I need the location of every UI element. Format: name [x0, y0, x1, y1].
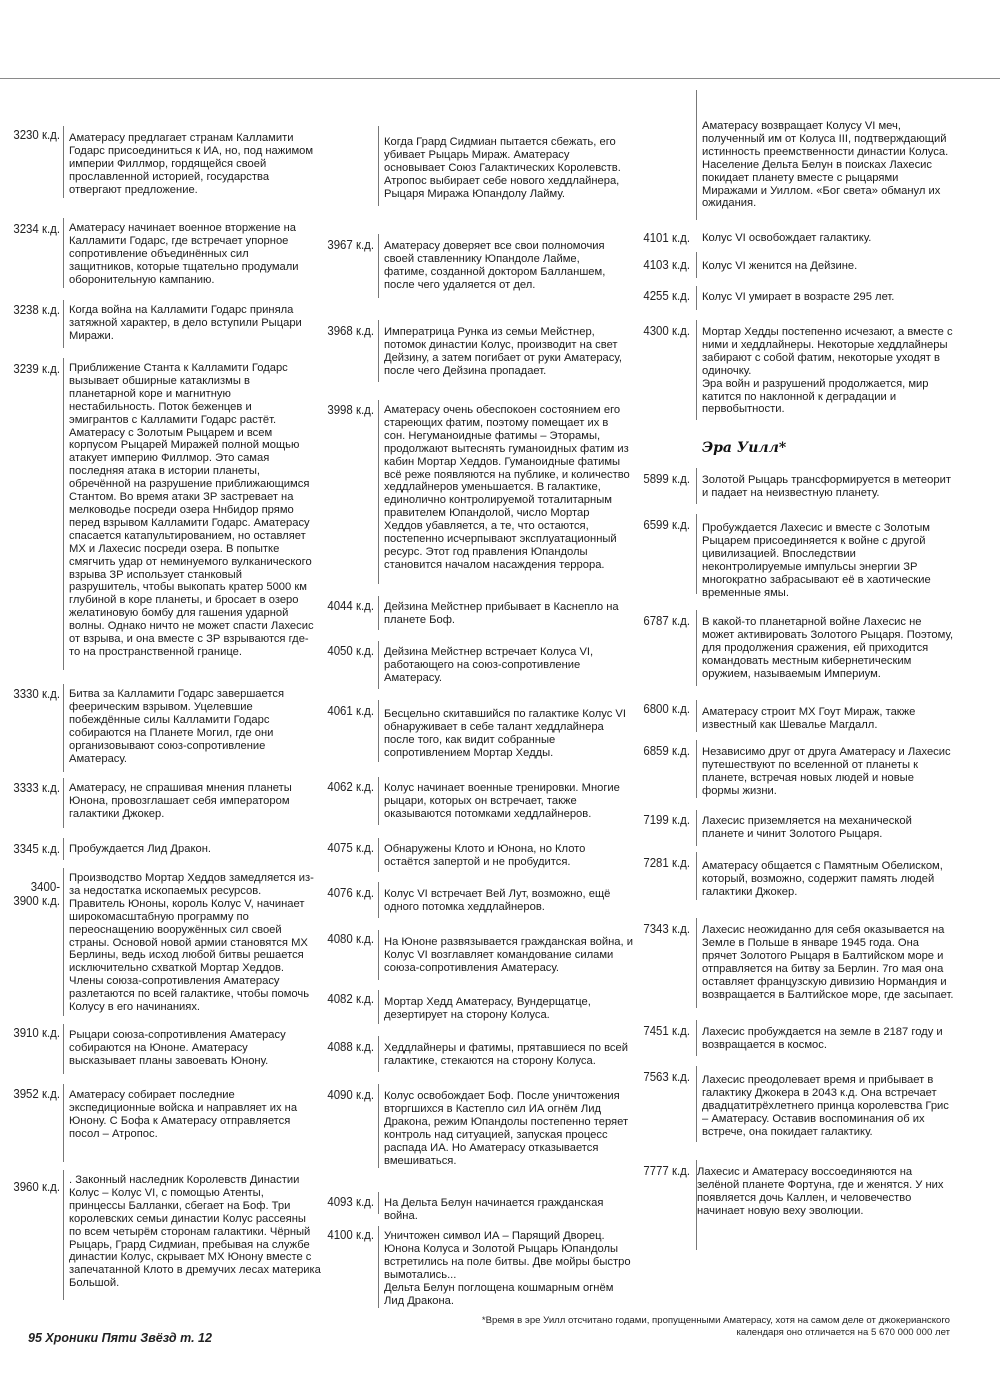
entry-text: Колус VI женится на Дейзине. — [702, 260, 858, 272]
entry-text: Колус освобождает Боф. После уничтожения вторгшихся в Кастепло сил ИА огнём Лид Дракона, режим Юпандолы постепенно теряет контроль над ситуацией, запуская процесс распада ИА. Но Аматерасу отказывается вмешиваться. — [384, 1090, 629, 1167]
entry-divider — [696, 918, 697, 1008]
entry-date: 4076 к.д. — [327, 885, 374, 900]
entry-text: Аматерасу строит МХ Гоут Мираж, также известный как Шевалье Магдалл. — [702, 706, 916, 731]
entry-text: Когда Грард Сидмиан пытается сбежать, его убивает Рыцарь Мираж. Аматерасу основывает Союз Галактических Королевств. Атропос выбирает себе нового хеддлайнера, Рыцаря Миража Юпандолу Лайму. — [384, 136, 621, 200]
entry-divider — [696, 610, 697, 686]
entry-date: 4061 к.д. — [327, 703, 374, 718]
entry-divider — [696, 514, 697, 594]
entry-divider — [378, 126, 379, 206]
entry-date: 7451 к.д. — [643, 1023, 690, 1038]
entry-divider — [696, 90, 697, 220]
entry-divider — [696, 740, 697, 798]
entry-date: 4255 к.д. — [643, 288, 690, 303]
entry-date: 3234 к.д. — [13, 221, 60, 236]
entry-text: Битва за Калламити Годарс завершается феерическим взрывом. Уцелевшие побеждённые силы Калламити Годарс собираются на Планете Могил, где они организовывают союз-сопротивление Аматерасу. — [69, 688, 285, 765]
entry-divider — [696, 468, 697, 504]
entry-divider — [378, 1226, 379, 1308]
entry-date: 7199 к.д. — [643, 812, 690, 827]
entry-text: Когда война на Калламити Годарс приняла затяжной характер, в дело вступили Рыцари Миражи. — [69, 304, 302, 342]
entry-divider — [63, 868, 64, 1016]
entry-text: Императрица Рунка из семьи Мейстнер, потомок династии Колус, производит на свет Дейзину, а затем погибает от руки Аматерасу, после чего Дейзина пропадает. — [384, 326, 622, 377]
entry-text: Уничтожен символ ИА – Парящий Дворец. Юнона Колуса и Золотой Рыцарь Юпандолы встретились на поле битвы. Две мойры быстро вымотались... Дельта Белун поглощена кошмарным огнём Лид Дракона. — [384, 1230, 631, 1307]
entry-date: 7343 к.д. — [643, 921, 690, 936]
entry-text: . Законный наследник Королевств Династии Колус – Колус VI, с помощью Атенты, принцессы Балланки, сбегает на Боф. Три королевских семьи династии Колус рассеяны по всем четырём сторонам галактики. Чёрный Рыцарь, Грард Сидмиан, пребывая на службе династии Колус, скрывает МХ Юнону вместе с запечатанной Клото в дремучих лесах материка Большой. — [69, 1174, 321, 1290]
entry-date: 4090 к.д. — [327, 1087, 374, 1102]
entry-date: 4101 к.д. — [643, 230, 690, 245]
entry-date: 6599 к.д. — [643, 517, 690, 532]
entry-date: 3400- 3900 к.д. — [13, 879, 60, 908]
entry-date: 3230 к.д. — [13, 127, 60, 142]
entry-divider — [63, 300, 64, 348]
entry-text: Пробуждается Лахесис и вместе с Золотым Рыцарем присоединяется к войне с другой цивилизацией. Впоследствии неконтролируемые импульсы энергии ЗР многократно забрасывают её в хаотические временные ямы. — [702, 522, 931, 599]
entry-date: 7563 к.д. — [643, 1069, 690, 1084]
entry-text: Лахесис преодолевает время и прибывает в галактику Джокера в 2043 к.д. Она встречает двадцатитрёхлетнего принца королевства Грис – Аматерасу. Оставив воспоминания об их встрече, она покидает галактику. — [702, 1074, 949, 1138]
entry-divider — [378, 234, 379, 298]
entry-divider — [63, 1170, 64, 1300]
entry-date: 3952 к.д. — [13, 1086, 60, 1101]
entry-text: Дейзина Мейстнер прибывает в Каснепло на планете Боф. — [384, 601, 619, 626]
entry-date: 4080 к.д. — [327, 931, 374, 946]
entry-text: Аматерасу начинает военное вторжение на Калламити Годарс, где встречает упорное сопротивление объединённых сил защитников, которые тщательно продумали оборонительную кампанию. — [69, 222, 299, 286]
entry-date: 6787 к.д. — [643, 613, 690, 628]
entry-text: Производство Мортар Хеддов замедляется из-за недостатка ископаемых ресурсов. Правитель Юноны, король Колус V, начинает широкомасштабную программу по переоснащению вооружённых сил своей страны. Основой новой армии становятся МХ Берлины, ведь исход любой битвы решается исключительно схваткой Мортар Хеддов. Члены союза-сопротивления Аматерасу разлетаются по всей галактике, чтобы помочь Колусу в его начинаниях. — [69, 872, 314, 1014]
entry-text: В какой-то планетарной войне Лахесис не может активировать Золотого Рыцаря. Поэтому, для продолжения сражения, ей приходится командовать местным кибернетическим оружием, называемым Империум. — [702, 616, 954, 680]
entry-date: 4103 к.д. — [643, 257, 690, 272]
entry-date: 4100 к.д. — [327, 1227, 374, 1242]
entry-date: 3960 к.д. — [13, 1179, 60, 1194]
entry-divider — [378, 641, 379, 689]
entry-text: Аматерасу общается с Памятным Обелиском, который, возможно, содержит память людей галактики Джокер. — [702, 860, 943, 898]
entry-date: 3330 к.д. — [13, 686, 60, 701]
entry-divider — [378, 777, 379, 825]
entry-date: 6859 к.д. — [643, 743, 690, 758]
entry-divider — [696, 700, 697, 732]
entry-date: 7777 к.д. — [643, 1163, 690, 1178]
entry-divider — [378, 700, 379, 762]
entry-text: На Юноне развязывается гражданская война, и Колус VI возглавляет командование силами союза-сопротивления Аматерасу. — [384, 936, 633, 974]
entry-date: 4093 к.д. — [327, 1194, 374, 1209]
entry-divider — [378, 596, 379, 630]
entry-text: Бесцельно скитавшийся по галактике Колус VI обнаруживает в себе талант хеддлайнера после того, как видит собранные сопротивлением Мортар Хедды. — [384, 708, 626, 759]
entry-divider — [378, 1084, 379, 1168]
entry-date: 3967 к.д. — [327, 237, 374, 252]
entry-text: Независимо друг от друга Аматерасу и Лахесис путешествуют по вселенной от планеты к планете, встречая новых людей и новые формы жизни. — [702, 746, 951, 797]
entry-date: 4075 к.д. — [327, 840, 374, 855]
entry-text: Хеддлайнеры и фатимы, прятавшиеся по всей галактике, стекаются на сторону Колуса. — [384, 1042, 628, 1067]
entry-date: 5899 к.д. — [643, 471, 690, 486]
entry-divider — [378, 930, 379, 980]
entry-text: Аматерасу возвращает Колусу VI меч, полученный им от Колуса III, подтверждающий истинность преемственности династии Колуса. Население Дельта Белун в поисках Лахесис покидает планету вместе с рыцарями Миражами и Уиллом. «Бог света» обманул их ожидания. — [702, 120, 949, 210]
entry-divider — [378, 838, 379, 872]
entry-divider — [63, 1084, 64, 1162]
entry-divider — [378, 320, 379, 382]
entry-divider — [63, 838, 64, 860]
entry-divider — [378, 400, 379, 584]
entry-text: Колус VI умирает в возрасте 295 лет. — [702, 291, 895, 303]
entry-date: 6800 к.д. — [643, 701, 690, 716]
entry-divider — [696, 252, 697, 278]
entry-divider — [696, 1020, 697, 1056]
entry-date: 4088 к.д. — [327, 1039, 374, 1054]
entry-text: Мортар Хедды постепенно исчезают, а вместе с ними и хеддлайнеры. Некоторые хеддлайнеры забирают с собой фатим, некоторые уходят в одиночку. Эра войн и разрушений продолжается, мир катится по наклонной к деградации и первобытности. — [702, 326, 953, 416]
entry-text: Пробуждается Лид Дракон. — [69, 843, 211, 855]
entry-divider — [63, 1024, 64, 1074]
entry-divider — [378, 882, 379, 918]
entry-date: 3998 к.д. — [327, 402, 374, 417]
entry-text: Аматерасу очень обеспокоен состоянием его стареющих фатим, поэтому помещает их в сон. Негуманоидные фатимы – Эторамы, продолжают вытеснять гуманоидных фатим из кабин Мортар Хеддов. Гуманоидные фатимы всё реже появляются на публике, и количество хеддлайнеров уменьшается. В галактике, единолично контролируемой тоталитарным правителем Юпандолой, число Мортар Хеддов убавляется, а те, что остаются, постепенно исчерпывают эксплуатационный ресурс. Этот год правления Юпандолы становится началом насаждения террора. — [384, 404, 630, 571]
entry-date: 3333 к.д. — [13, 780, 60, 795]
entry-divider — [378, 990, 379, 1024]
entry-date: 4062 к.д. — [327, 779, 374, 794]
entry-divider — [378, 1192, 379, 1214]
entry-text: Лахесис и Аматерасу воссоединяются на зелёной планете Фортуна, где и женятся. У них появляется дочь Каллен, и человечество начинает новую веху эволюции. — [697, 1166, 944, 1217]
entry-divider — [63, 778, 64, 828]
entry-text: Колус начинает военные тренировки. Многие рыцари, которых он встречает, также оказываются потомками хеддлайнеров. — [384, 782, 620, 820]
entry-divider — [696, 1066, 697, 1142]
entry-date: 4044 к.д. — [327, 598, 374, 613]
entry-divider — [378, 1036, 379, 1072]
entry-text: Колус VI освобождает галактику. — [702, 232, 872, 244]
entry-text: Золотой Рыцарь трансформируется в метеорит и падает на неизвестную планету. — [702, 474, 951, 499]
era-title: Эра Уилл* — [702, 440, 787, 456]
entry-date: 3910 к.д. — [13, 1025, 60, 1040]
entry-text: Колус VI встречает Вей Лут, возможно, ещё одного потомка хеддлайнеров. — [384, 888, 611, 913]
entry-date: 3345 к.д. — [13, 841, 60, 856]
entry-text: Дейзина Мейстнер встречает Колуса VI, работающего на союз-сопротивление Аматерасу. — [384, 646, 594, 684]
entry-divider — [696, 852, 697, 900]
entry-text: Лахесис пробуждается на земле в 2187 году и возвращается в космос. — [702, 1026, 943, 1051]
entry-divider — [63, 126, 64, 198]
entry-text: Обнаружены Клото и Юнона, но Клото остаётся запертой и не пробудится. — [384, 843, 586, 868]
page-footer: 95 Хроники Пяти Звёзд т. 12 — [28, 1331, 212, 1345]
entry-divider — [63, 684, 64, 772]
entry-text: Лахесис приземляется на механической планете и чинит Золотого Рыцаря. — [702, 815, 912, 840]
entry-date: 3968 к.д. — [327, 323, 374, 338]
entry-date: 4082 к.д. — [327, 991, 374, 1006]
entry-text: Приближение Станта к Калламити Годарс вызывает обширные катаклизмы в планетарной коре и магнитную нестабильность. Поток беженцев и эмигрантов с Калламити Годарс растёт. Аматерасу с Золотым Рыцарем и всем корпусом Рыцарей Миражей полной мощью атакует империю Филлмор. Это самая последняя атака в истории планеты, обречённой на разрушение приближающимся Стантом. Во время атаки ЗР застревает на мелководье посреди озера Ннбидор прямо перед взрывом Калламити Годарс. Аматерасу спасается катапультированием, но оставляет МХ и Лахесис посреди озера. В попытке смягчить удар от неминуемого вулканического взрыва ЗР использует станковый разрушитель, чтобы выкопать кратер 5000 км глубиной в коре планеты, и бросает в озеро желатиновую бомбу для гашения ударной волны. Однако ничто не может спасти Лахесис от взрыва, и она вместе с ЗР взрываются где-то на пространственной границе. — [69, 362, 314, 658]
entry-divider — [63, 218, 64, 288]
entry-date: 7281 к.д. — [643, 855, 690, 870]
entry-text: Аматерасу, не спрашивая мнения планеты Юнона, провозглашает себя императором галактики Джокер. — [69, 782, 292, 820]
entry-text: Аматерасу предлагает странам Калламити Годарс присоединиться к ИА, но, под нажимом империи Филлмор, гордящейся своей прославленной историей, государства отвергают предложение. — [69, 132, 314, 196]
entry-text: Аматерасу доверяет все свои полномочия своей ставленнику Юпандоле Лайме, фатиме, созданной доктором Балланшем, после чего удаляется от дел. — [384, 240, 606, 291]
entry-divider — [696, 810, 697, 846]
entry-date: 4050 к.д. — [327, 643, 374, 658]
entry-text: Рыцари союза-сопротивления Аматерасу собираются на Юноне. Аматерасу высказывает планы завоевать Юнону. — [69, 1029, 286, 1067]
entry-divider — [63, 358, 64, 670]
entry-text: Лахесис неожиданно для себя оказывается на Земле в Польше в январе 1945 года. Она прячет Золотого Рыцаря в Балтийском море и отправляется на битву за Берлин. 7го мая она оставляет французскую дивизию Нормандия и возвращается в Балтийское море, где засыпает. — [702, 924, 954, 1001]
entry-text: На Дельта Белун начинается гражданская война. — [384, 1197, 604, 1222]
entry-date: 3239 к.д. — [13, 361, 60, 376]
top-rule — [0, 78, 1000, 79]
entry-date: 4300 к.д. — [643, 323, 690, 338]
entry-divider — [696, 320, 697, 420]
entry-divider — [696, 286, 697, 310]
entry-date: 3238 к.д. — [13, 302, 60, 317]
entry-text: Мортар Хедд Аматерасу, Вундерщатце, дезертирует на сторону Колуса. — [384, 996, 591, 1021]
entry-text: Аматерасу собирает последние экспедиционные войска и направляет их на Юнону. С Бофа к Аматерасу отправляется посол – Атропос. — [69, 1089, 298, 1140]
footnote: *Время в эре Уилл отсчитано годами, пропущенными Аматерасу, хотя на самом деле от джокерианского календаря оно отличается на 5 670 000 000 лет — [481, 1315, 950, 1338]
